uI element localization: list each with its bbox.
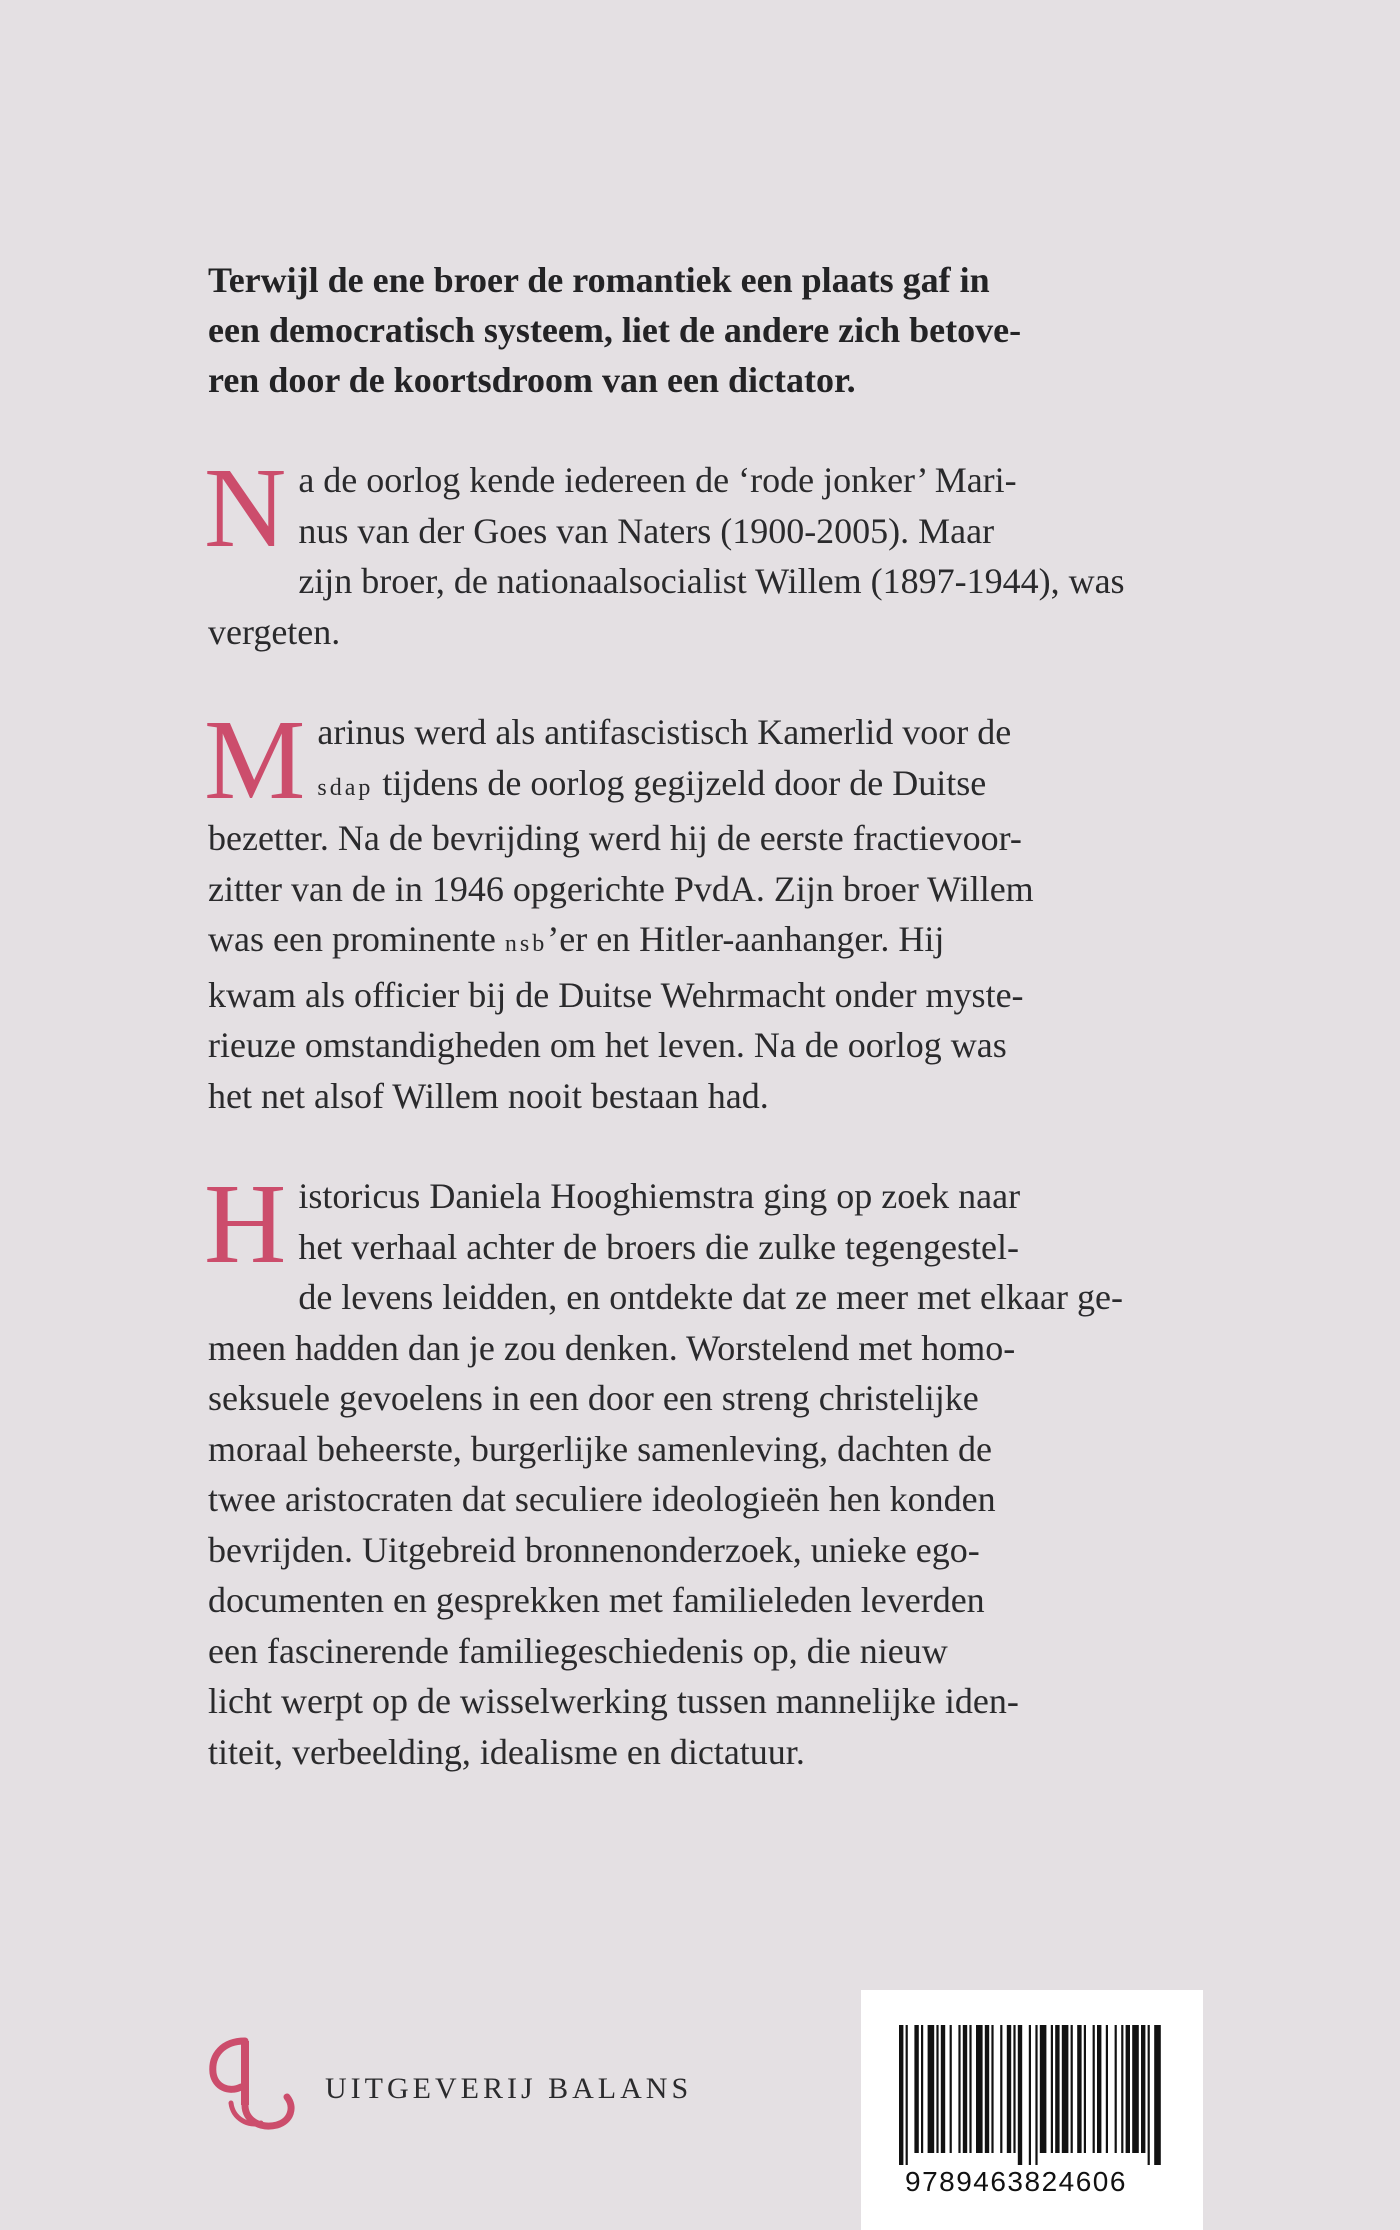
barcode-bar [921, 2025, 923, 2153]
barcode-bar [985, 2025, 989, 2153]
barcode-bar [1013, 2025, 1015, 2153]
isbn-number: 9789463824606 [905, 2166, 1127, 2197]
paragraph-line: de levens leidden, en ontdekte dat ze meer met elkaar ge- [298, 1277, 1123, 1317]
barcode-bar [1121, 2025, 1123, 2153]
barcode-bar [976, 2025, 983, 2153]
barcode-bar [941, 2025, 945, 2153]
barcode-bar [969, 2025, 971, 2153]
paragraph-line: twee aristocraten dat seculiere ideologieën hen konden [208, 1479, 996, 1519]
paragraph-line: documenten en gesprekken met familieleden leverden [208, 1580, 985, 1620]
barcode-bar [899, 2025, 903, 2165]
barcode-bar [963, 2025, 967, 2153]
barcode-bar [1029, 2025, 1031, 2165]
paragraph-line: kwam als officier bij de Duitse Wehrmacht onder myste- [208, 974, 1024, 1015]
publisher-name: UITGEVERIJ BALANS [325, 2072, 693, 2105]
barcode-bar [1062, 2025, 1069, 2153]
paragraph-line: zijn broer, de nationaalsocialist Willem (1897-1944), was [298, 561, 1125, 601]
lead-line: ren door de koortsdroom van een dictator. [208, 360, 856, 400]
barcode-bar [991, 2025, 993, 2153]
abbreviation-nsb: nsb [504, 931, 548, 957]
paragraph-line: nus van der Goes van Naters (1900-2005). Maar [298, 510, 995, 551]
barcode-icon [897, 2025, 1167, 2165]
barcode-bar [1077, 2025, 1081, 2153]
paragraph-line: vergeten. [208, 611, 341, 652]
paragraph-line: moraal beheerste, burgerlijke samenleving, dachten de [208, 1428, 993, 1469]
lead-text [208, 255, 1218, 405]
paragraph-line: titeit, verbeelding, idealisme en dictatuur. [208, 1731, 805, 1772]
drop-cap: M [204, 696, 306, 823]
barcode-bar [1007, 2025, 1011, 2153]
barcode-bar [1115, 2025, 1117, 2153]
barcode-bar [906, 2025, 908, 2165]
lead-line: een democratisch systeem, liet de andere zich betove- [208, 310, 1022, 350]
paragraph-line: een fascinerende familiegeschiedenis op, die nieuw [208, 1630, 948, 1671]
barcode-bar [950, 2025, 952, 2153]
paragraph-line: arinus werd als antifascistisch Kamerlid voor de [317, 712, 1012, 752]
balans-logo-icon [205, 2033, 297, 2133]
paragraph-line: rieuze omstandigheden om het leven. Na de oorlog was [208, 1025, 1007, 1065]
abbreviation-sdap: sdap [317, 774, 374, 801]
barcode-bar [1000, 2025, 1002, 2153]
barcode-bar [1055, 2025, 1059, 2153]
barcode-bar [1018, 2025, 1022, 2165]
barcode-bar [1040, 2025, 1047, 2153]
publisher-block [205, 2033, 692, 2133]
paragraph-line: licht werpt op de wisselwerking tussen mannelijke iden- [208, 1681, 1019, 1721]
barcode [861, 1990, 1203, 2230]
barcode-bar [928, 2025, 935, 2153]
barcode-bar [1093, 2025, 1095, 2153]
paragraph-historicus [204, 1160, 1218, 1777]
paragraph-intro [204, 444, 1218, 657]
barcode-bar [1154, 2025, 1161, 2165]
barcode-bar [1071, 2025, 1073, 2153]
barcode-bar [958, 2025, 960, 2153]
paragraph-line: meen hadden dan je zou denken. Worstelend met homo- [208, 1327, 1016, 1368]
paragraph-line-text: ’er en Hitler-aanhanger. Hij [547, 919, 945, 959]
lead-line: Terwijl de ene broer de romantiek een plaats gaf in [208, 260, 990, 300]
paragraph-line: bevrijden. Uitgebreid bronnenonderzoek, unieke ego- [208, 1529, 980, 1570]
barcode-bar [1148, 2025, 1150, 2165]
paragraph-marinus [204, 696, 1218, 1121]
paragraph-line: a de oorlog kende iedereen de ‘rode jonker’ Mari- [298, 460, 1017, 500]
paragraph-line [208, 758, 1218, 814]
barcode-bar [1106, 2025, 1108, 2153]
paragraph-line: zitter van de in 1946 opgerichte PvdA. Zijn broer Willem [208, 868, 1034, 909]
barcode-bar [936, 2025, 938, 2153]
barcode-bar [1084, 2025, 1086, 2153]
paragraph-line: het net alsof Willem nooit bestaan had. [208, 1075, 769, 1116]
barcode-bar [1051, 2025, 1053, 2153]
drop-cap: H [204, 1160, 287, 1287]
barcode-bar [914, 2025, 918, 2153]
paragraph-line-text: was een prominente [208, 919, 496, 959]
barcode-bar [1097, 2025, 1101, 2153]
paragraph-line: bezetter. Na de bevrijding werd hij de eerste fractievoor- [208, 818, 1022, 858]
paragraph-line: het verhaal achter de broers die zulke tegengestel- [298, 1226, 1019, 1267]
paragraph-line: seksuele gevoelens in een door een streng christelijke [208, 1378, 979, 1418]
barcode-bar [1132, 2025, 1139, 2153]
paragraph-line: istoricus Daniela Hooghiemstra ging op zoek naar [298, 1176, 1021, 1216]
drop-cap: N [204, 444, 287, 571]
barcode-bar [1035, 2025, 1037, 2165]
barcode-bar [1141, 2025, 1145, 2153]
paragraph-line [208, 914, 1218, 970]
paragraph-line-text: tijdens de oorlog gegijzeld door de Duitse [382, 762, 987, 803]
barcode-bar [1126, 2025, 1130, 2153]
back-cover-text [204, 255, 1218, 1827]
